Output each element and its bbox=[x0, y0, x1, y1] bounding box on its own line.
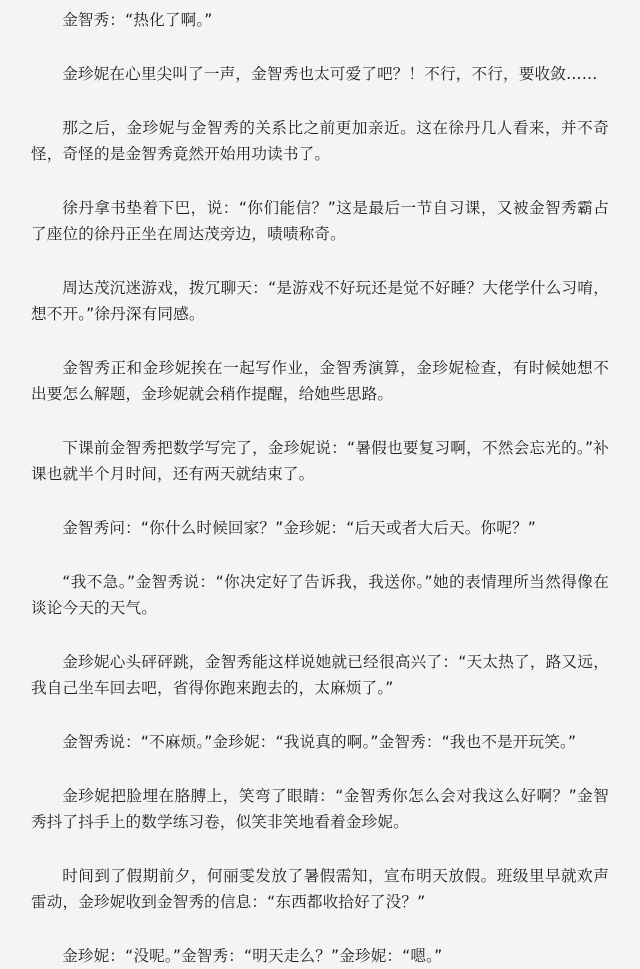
paragraph-13: 时间到了假期前夕，何丽雯发放了暑假需知，宣布明天放假。班级里早就欢声雷动，金珍妮收到金智秀的信息：“东西都收拾好了没？” bbox=[31, 867, 609, 911]
paragraph-9: “我不急。”金智秀说：“你决定好了告诉我，我送你。”她的表情理所当然得像在谈论今天的天气。 bbox=[31, 573, 609, 617]
paragraph-8: 金智秀问：“你什么时候回家？”金珍妮：“后天或者大后天。你呢？” bbox=[62, 519, 536, 537]
paragraph-3: 那之后，金珍妮与金智秀的关系比之前更加亲近。这在徐丹几人看来，并不奇怪，奇怪的是金智秀竟然开始用功读书了。 bbox=[31, 119, 609, 163]
paragraph-2: 金珍妮在心里尖叫了一声，金智秀也太可爱了吧？！不行，不行，要收敛…… bbox=[62, 65, 598, 83]
paragraph-6: 金智秀正和金珍妮挨在一起写作业，金智秀演算，金珍妮检查，有时候她想不出要怎么解题，金珍妮就会稍作提醒，给她些思路。 bbox=[31, 359, 609, 403]
paragraph-1: 金智秀：“热化了啊。” bbox=[62, 11, 213, 29]
paragraph-11: 金智秀说：“不麻烦。”金珍妮：“我说真的啊。”金智秀：“我也不是开玩笑。” bbox=[62, 733, 577, 751]
paragraph-7: 下课前金智秀把数学写完了，金珍妮说：“暑假也要复习啊，不然会忘光的。”补课也就半个月时间，还有两天就结束了。 bbox=[31, 439, 609, 483]
paragraph-14: 金珍妮：“没呢。”金智秀：“明天走么？”金珍妮：“嗯。” bbox=[62, 947, 443, 965]
paragraph-4: 徐丹拿书垫着下巴，说：“你们能信？”这是最后一节自习课，又被金智秀霸占了座位的徐丹正坐在周达茂旁边，啧啧称奇。 bbox=[31, 199, 609, 243]
paragraph-10: 金珍妮心头砰砰跳，金智秀能这样说她就已经很高兴了：“天太热了，路又远，我自己坐车回去吧，省得你跑来跑去的，太麻烦了。” bbox=[31, 653, 609, 697]
paragraph-12: 金珍妮把脸埋在胳膊上，笑弯了眼睛：“金智秀你怎么会对我这么好啊？”金智秀抖了抖手上的数学练习卷，似笑非笑地看着金珍妮。 bbox=[31, 787, 609, 831]
paragraph-5: 周达茂沉迷游戏，拨冗聊天：“是游戏不好玩还是觉不好睡？大佬学什么习唷，想不开。”徐丹深有同感。 bbox=[31, 279, 609, 323]
